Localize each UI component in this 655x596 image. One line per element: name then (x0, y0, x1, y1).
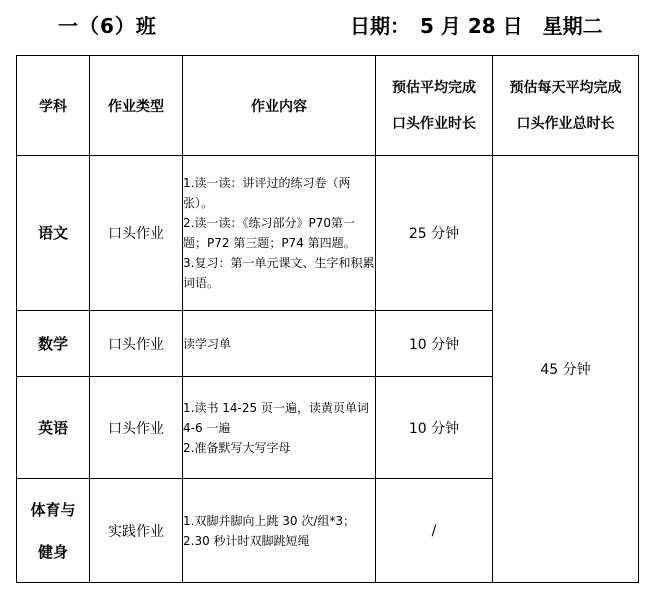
duration-cell: 10 分钟 (376, 311, 493, 377)
header-avg-duration (376, 56, 493, 156)
duration-cell: / (376, 479, 493, 583)
header-daily-total-line2: 口头作业总时长 (516, 115, 615, 132)
content-cell (183, 479, 376, 583)
date-value: 5 月 28 日 (420, 14, 523, 38)
content-line: 2.读一读：《练习部分》P70第一题；P72 第三题；P74 第四题。 (183, 216, 356, 250)
weekday: 星期二 (542, 14, 603, 38)
header-daily-total (493, 56, 639, 156)
header-type: 作业类型 (90, 56, 183, 156)
subject-cell: 英语 (17, 377, 90, 479)
table-header-row (17, 56, 639, 156)
content-line: 2.30 秒计时双脚跳短绳 (183, 533, 310, 548)
header-subject: 学科 (17, 56, 90, 156)
homework-table (16, 55, 639, 583)
subject-cell: 语文 (17, 156, 90, 311)
type-cell: 实践作业 (90, 479, 183, 583)
date-label: 日期： (350, 14, 410, 38)
page-header (0, 8, 655, 42)
date-line (350, 10, 603, 39)
subject-line: 体育与 (30, 500, 76, 519)
content-line: 读学习单 (183, 336, 232, 351)
type-cell: 口头作业 (90, 311, 183, 377)
daily-total-cell: 45 分钟 (493, 156, 639, 583)
type-cell: 口头作业 (90, 377, 183, 479)
class-title: 一（6）班 (58, 14, 157, 38)
subject-cell: 数学 (17, 311, 90, 377)
header-avg-duration-line1: 预估平均完成 (392, 79, 476, 96)
header-content: 作业内容 (183, 56, 376, 156)
type-cell: 口头作业 (90, 156, 183, 311)
content-line: 3.复习：第一单元课文、生字和积累词语。 (183, 256, 375, 290)
content-line: 1.读书 14-25 页一遍，读黄页单词 4-6 一遍 (183, 400, 369, 435)
content-cell (183, 311, 376, 377)
content-line: 1.读一读：讲评过的练习卷（两张）。 (183, 176, 351, 210)
content-line: 2.准备默写大写字母 (183, 440, 291, 455)
duration-cell: 25 分钟 (376, 156, 493, 311)
content-cell (183, 377, 376, 479)
header-daily-total-line1: 预估每天平均完成 (509, 79, 622, 96)
header-avg-duration-line2: 口头作业时长 (392, 115, 476, 132)
duration-cell: 10 分钟 (376, 377, 493, 479)
subject-cell (17, 479, 90, 583)
content-cell (183, 156, 376, 311)
subject-line: 健身 (37, 542, 68, 561)
content-line: 1.双脚并脚向上跳 30 次/组*3； (183, 513, 356, 528)
table-row-chinese (17, 156, 639, 311)
